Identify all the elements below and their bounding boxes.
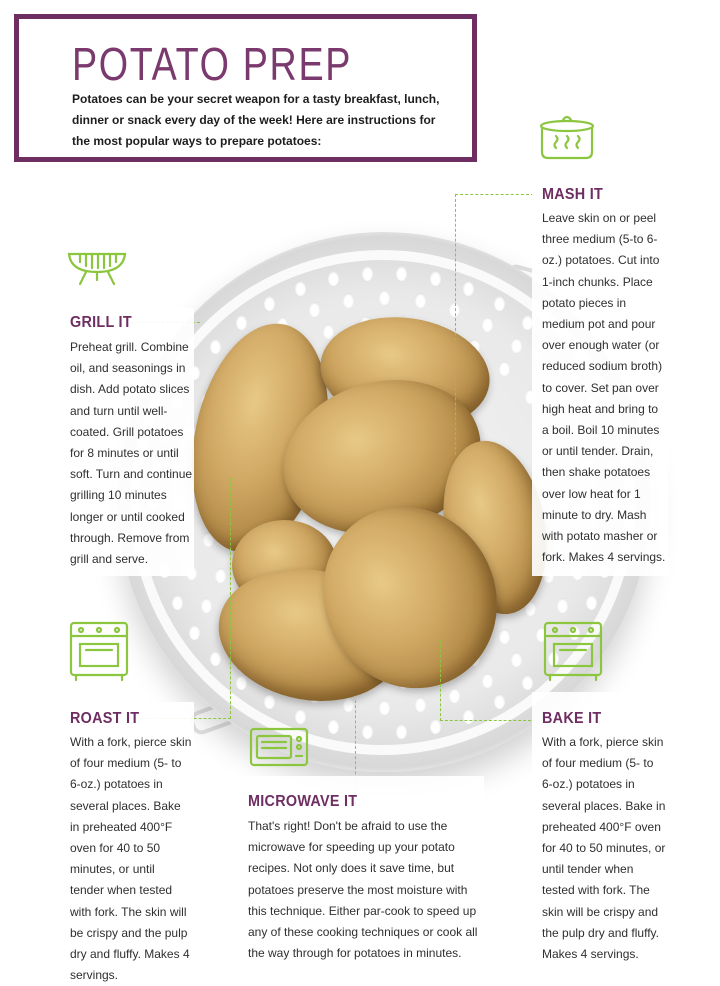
colander-hole xyxy=(379,290,390,305)
colander-hole xyxy=(328,719,339,734)
colander-hole xyxy=(379,700,390,715)
colander-hole xyxy=(264,296,275,311)
colander-hole xyxy=(415,697,426,712)
bake-connector xyxy=(440,640,531,721)
colander-hole xyxy=(586,595,597,610)
grill-text: Preheat grill. Combine oil, and seasonings in dish. Add potato slices and turn until well-coated. Grill potatoes for 8 minutes or until soft. Turn and continue grilling 10 minutes longer or until cooked through. Remove from grill and serve. xyxy=(70,340,193,567)
title-box xyxy=(14,14,477,162)
microwave-icon xyxy=(248,726,310,770)
colander-hole xyxy=(362,266,373,281)
mash-text: Leave skin on or peel three medium (5-to 6-oz.) potatoes. Cut into 1-inch chunks. Place potato pieces in medium pot and pour over enough water (or reduced sodium broth) to cover. Set pan over high heat and bring to a boil. Boil 10 minutes or until tender. Drain, then shake potatoes over low heat for 1 minute to dry. Mash with potato masher or fork. Makes 4 servings. xyxy=(542,211,666,565)
colander-hole xyxy=(236,675,247,690)
pot-icon xyxy=(538,108,596,162)
microwave-heading: MICROWAVE IT xyxy=(248,793,358,810)
colander-hole xyxy=(295,281,306,296)
colander-hole xyxy=(236,315,247,330)
colander-hole xyxy=(362,724,373,739)
bake-heading: BAKE IT xyxy=(542,710,602,727)
oven-icon xyxy=(542,620,604,682)
grill-heading: GRILL IT xyxy=(70,314,132,331)
colander-hole xyxy=(396,266,407,281)
colander-hole xyxy=(328,271,339,286)
oven-icon xyxy=(68,620,130,682)
mash-heading: MASH IT xyxy=(542,186,604,203)
colander-hole xyxy=(415,293,426,308)
intro-text: Potatoes can be your secret weapon for a tasty breakfast, lunch, dinner or snack every day of the week! Here are instructions for the most popular ways to prepare potatoes: xyxy=(72,92,440,148)
roast-heading: ROAST IT xyxy=(70,710,140,727)
mash-connector xyxy=(455,194,534,455)
colander-hole xyxy=(557,598,568,613)
microwave-text: That's right! Don't be afraid to use the microwave for speeding up your potato recipes. Not only does it save time, but potatoes preserve the most moisture with this technique. Either par-cook to speed up any of these cooking techniques or cook all the way through for potatoes in minutes. xyxy=(248,819,478,961)
bake-text: With a fork, pierce skin of four medium (5- to 6-oz.) potatoes in several places. Bake in preheated 400°F oven for 40 to 50 minutes, or until tender when tested with fork. The skin will be crispy and the pulp dry and fluffy. Makes 4 servings. xyxy=(542,735,666,962)
colander-hole xyxy=(295,709,306,724)
grill-icon xyxy=(66,246,128,288)
colander-hole xyxy=(430,271,441,286)
page-title: POTATO PREP xyxy=(72,38,353,90)
roast-text: With a fork, pierce skin of four medium (5- to 6-oz.) potatoes in several places. Bake in preheated 400°F oven for 40 to 50 minutes, or until tender when tested with fork. The skin will be crispy and the pulp dry and fluffy. Makes 4 servings. xyxy=(70,735,192,983)
